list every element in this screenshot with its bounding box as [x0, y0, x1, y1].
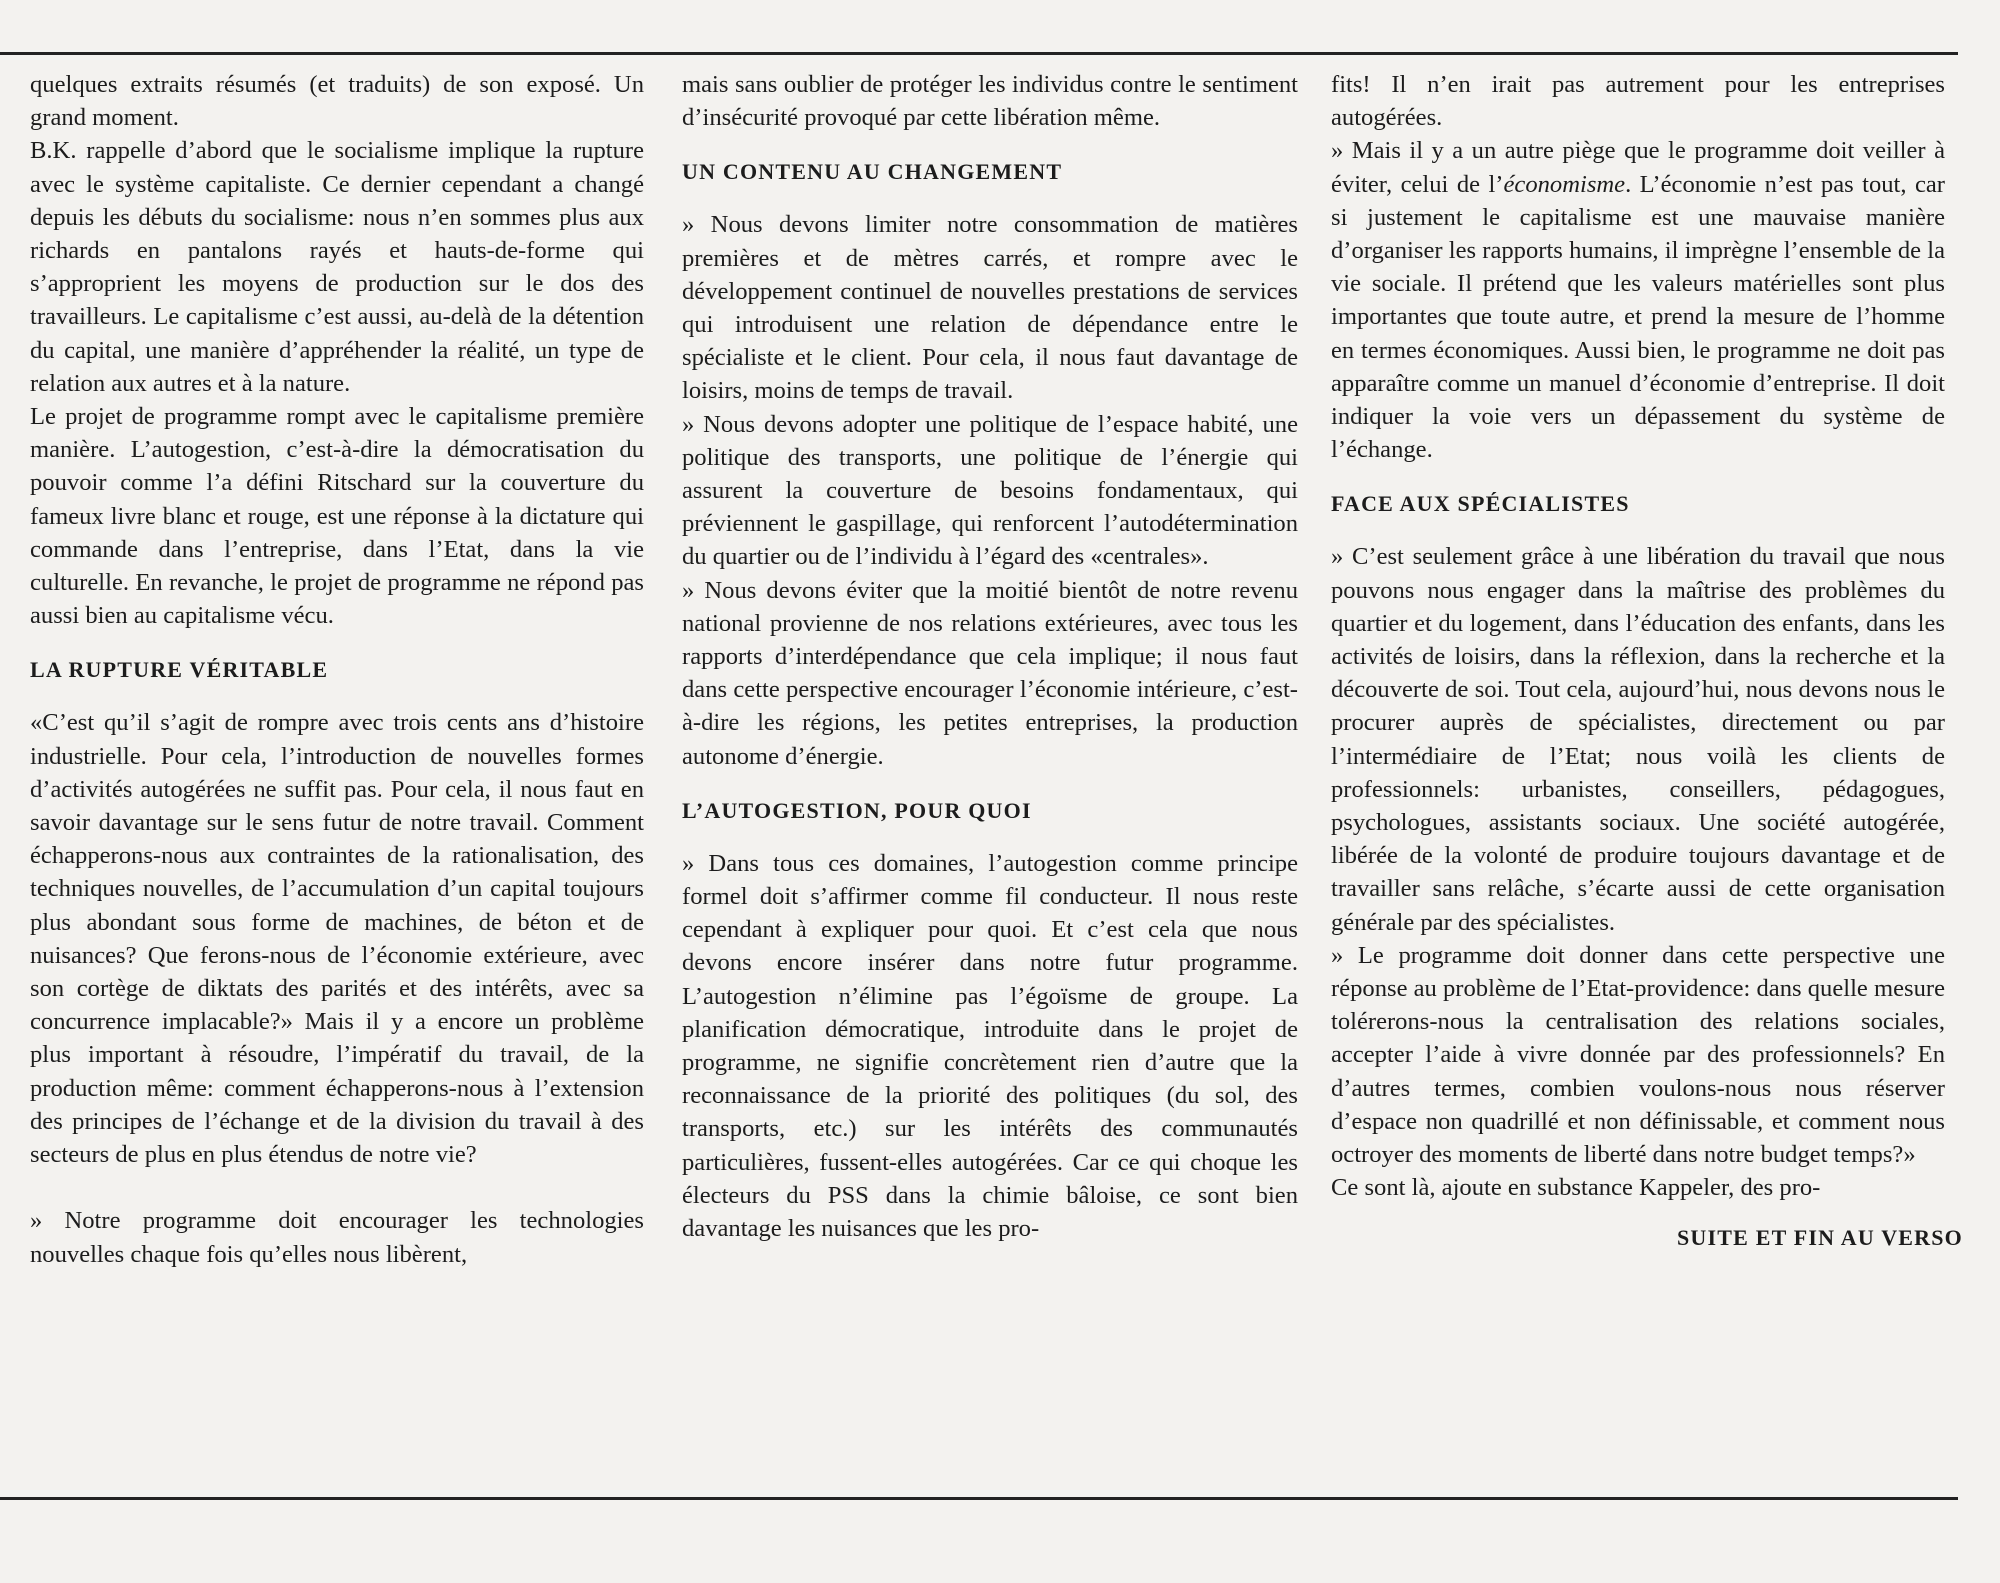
emphasis: économisme	[1503, 170, 1626, 198]
paragraph: mais sans oublier de protéger les individus contre le sentiment d’insécurité provoqué par cette libération même.	[682, 71, 1298, 132]
paragraph: Ce sont là, ajoute en substance Kappeler, des pro-	[1331, 1174, 1821, 1202]
article-column-1	[30, 68, 644, 1271]
bottom-rule	[0, 1497, 1958, 1500]
paragraph: «C’est qu’il s’agit de rompre avec trois cents ans d’histoire industrielle. Pour cela, l’introduction de nouvelles formes d’activités autogérées ne suffit pas. Pour cela, il nous faut en savoir davantage sur le sens futur de notre travail. Comment échapperons-nous aux contraintes de la rationalisation, des techniques nouvelles, de l’accumulation d’un capital toujours plus abondant sous forme de machines, de béton et de nuisances? Que ferons-nous de l’économie extérieure, avec son cortège de diktats des parités et des intérêts, avec sa concurrence implacable?» Mais il y a encore un problème plus important à résoudre, l’impératif du travail, de la production même: comment échapperons-nous à l’extension des principes de l’échange et de la division du travail à des secteurs de plus en plus étendus de notre vie?	[30, 709, 644, 1169]
paragraph: » Dans tous ces domaines, l’autogestion comme principe formel doit s’affirmer comme fil conducteur. Il nous reste cependant à expliquer pour quoi. Et c’est cela que nous devons encore insérer dans notre futur programme. L’autogestion n’élimine pas l’égoïsme de groupe. La planification démocratique, introduite dans le projet de programme, ne signifie concrètement rien d’autre que la reconnaissance de la priorité des politiques (du sol, des transports, etc.) sur les intérêts des communautés particulières, fussent-elles autogérées. Car ce qui choque les électeurs du PSS dans la chimie bâloise, ce sont bien davantage les nuisances que les pro-	[682, 849, 1298, 1243]
paragraph: » Notre programme doit encourager les technologies nouvelles chaque fois qu’elles nous libèrent,	[30, 1207, 644, 1268]
section-heading: UN CONTENU AU CHANGEMENT	[682, 159, 1063, 185]
section-heading: L’AUTOGESTION, POUR QUOI	[682, 797, 1032, 823]
continued-on-back-label: SUITE ET FIN AU VERSO	[1676, 1224, 1963, 1250]
paragraph: » Nous devons éviter que la moitié bientôt de notre revenu national provienne de nos relations extérieures, avec tous les rapports d’interdépendance que cela implique; il nous faut dans cette perspective encourager l’économie intérieure, c’est-à-dire les régions, les petites entreprises, la production autonome d’énergie.	[682, 576, 1298, 770]
article-column-2	[682, 68, 1298, 1245]
article-column-3	[1331, 68, 1963, 1254]
paragraph: » Mais il y a un autre piège que le programme doit veiller à éviter, celui de l’économisme. L’économie n’est pas tout, car si justement le capitalisme est une mauvaise manière d’organiser les rapports humains, il imprègne l’ensemble de la vie sociale. Il prétend que les valeurs matérielles sont plus importantes que toute autre, et prend la mesure de l’homme en termes économiques. Aussi bien, le programme ne doit pas apparaître comme un manuel d’économie d’entreprise. Il doit indiquer la voie vers un dépassement du système de l’échange.	[1331, 137, 1945, 464]
paragraph: » Le programme doit donner dans cette perspective une réponse au problème de l’Etat-providence: dans quelle mesure tolérerons-nous la centralisation des relations sociales, accepter l’aide à vivre donnée par des professionnels? En d’autres termes, combien voulons-nous nous réserver d’espace non quadrillé et non définissable, et comment nous octroyer des moments de liberté dans notre budget temps?»	[1331, 941, 1945, 1169]
paragraph: » C’est seulement grâce à une libération du travail que nous pouvons nous engager dans la maîtrise des problèmes du quartier et du logement, dans l’éducation des enfants, dans les activités de loisirs, dans la réflexion, dans la recherche et la découverte de soi. Tout cela, aujourd’hui, nous devons nous le procurer auprès de spécialistes, directement ou par l’intermédiaire de l’Etat; nous voilà les clients de professionnels: urbanistes, conseillers, pédagogues, psychologues, assistants sociaux. Une société autogérée, libérée de la volonté de produire toujours davantage et de travailler sans relâche, s’écarte aussi de cette organisation générale par des spécialistes.	[1331, 543, 1945, 936]
paragraph: fits! Il n’en irait pas autrement pour les entreprises autogérées.	[1331, 71, 1945, 132]
paragraph: » Nous devons adopter une politique de l’espace habité, une politique des transports, une politique de l’énergie qui assurent la couverture de besoins fondamentaux, qui préviennent le gaspillage, qui renforcent l’autodétermination du quartier ou de l’individu à l’égard des «centrales».	[682, 410, 1298, 571]
section-heading: FACE AUX SPÉCIALISTES	[1331, 491, 1630, 517]
paragraph: » Nous devons limiter notre consommation de matières premières et de mètres carrés, et rompre avec le développement continuel de nouvelles prestations de services qui introduisent une relation de dépendance entre le spécialiste et le client. Pour cela, il nous faut davantage de loisirs, moins de temps de travail.	[682, 211, 1298, 405]
top-rule	[0, 52, 1958, 55]
paragraph-gap	[30, 1171, 644, 1204]
paragraph: B.K. rappelle d’abord que le socialisme implique la rupture avec le système capitaliste. Ce dernier cependant a changé depuis les débuts du socialisme: nous n’en sommes plus aux richards en pantalons rayés et hauts-de-forme qui s’approprient les moyens de production sur le dos des travailleurs. Le capitalisme c’est aussi, au-delà de la détention du capital, une manière d’appréhender la réalité, un type de relation aux autres et à la nature.	[30, 137, 644, 397]
paragraph: quelques extraits résumés (et traduits) de son exposé. Un grand moment.	[30, 71, 644, 132]
paragraph: Le projet de programme rompt avec le capitalisme première manière. L’autogestion, c’est-à-dire la démocratisation du pouvoir comme l’a défini Ritschard sur la couverture du fameux livre blanc et rouge, est une réponse à la dictature qui commande dans l’entreprise, dans l’Etat, dans la vie culturelle. En revanche, le projet de programme ne répond pas aussi bien au capitalisme vécu.	[30, 403, 644, 630]
section-heading: LA RUPTURE VÉRITABLE	[30, 657, 329, 683]
